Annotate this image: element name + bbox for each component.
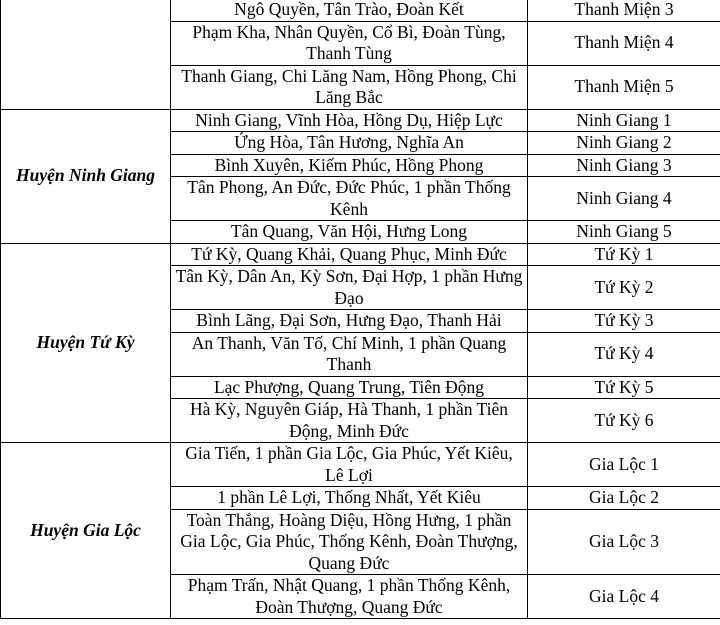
communes-cell: Ứng Hòa, Tân Hương, Nghĩa An — [171, 132, 528, 155]
unit-cell: Ninh Giang 1 — [528, 109, 720, 132]
communes-cell: Bình Xuyên, Kiếm Phúc, Hồng Phong — [171, 154, 528, 177]
communes-cell: Hà Kỳ, Nguyên Giáp, Hà Thanh, 1 phần Tiên Động, Minh Đức — [171, 399, 528, 443]
communes-cell: Phạm Kha, Nhân Quyền, Cổ Bì, Đoàn Tùng, Thanh Tùng — [171, 21, 528, 65]
communes-cell: Phạm Trấn, Nhật Quang, 1 phần Thống Kênh, Đoàn Thượng, Quang Đức — [171, 575, 528, 619]
unit-cell: Ninh Giang 3 — [528, 154, 720, 177]
unit-cell: Ninh Giang 4 — [528, 177, 720, 221]
communes-cell: Tân Kỳ, Dân An, Kỳ Sơn, Đại Hợp, 1 phần Hưng Đạo — [171, 266, 528, 310]
district-cell: Huyện Ninh Giang — [1, 109, 171, 243]
communes-cell: Ninh Giang, Vĩnh Hòa, Hồng Dụ, Hiệp Lực — [171, 109, 528, 132]
unit-cell: Ninh Giang 2 — [528, 132, 720, 155]
unit-cell: Thanh Miện 4 — [528, 21, 720, 65]
unit-cell: Thanh Miện 5 — [528, 65, 720, 109]
unit-cell: Tứ Kỳ 1 — [528, 243, 720, 266]
unit-cell: Gia Lộc 4 — [528, 575, 720, 619]
communes-cell: Thanh Giang, Chi Lăng Nam, Hồng Phong, Chi Lăng Bắc — [171, 65, 528, 109]
unit-cell: Gia Lộc 3 — [528, 509, 720, 575]
unit-cell: Gia Lộc 2 — [528, 487, 720, 510]
unit-cell: Ninh Giang 5 — [528, 221, 720, 244]
unit-cell: Tứ Kỳ 5 — [528, 376, 720, 399]
district-cell — [1, 0, 171, 109]
table-row — [1, 243, 720, 266]
communes-cell: Tân Quang, Văn Hội, Hưng Long — [171, 221, 528, 244]
table-row — [1, 0, 720, 21]
communes-cell: Tứ Kỳ, Quang Khải, Quang Phục, Minh Đức — [171, 243, 528, 266]
communes-cell: Toàn Thắng, Hoàng Diệu, Hồng Hưng, 1 phần Gia Lộc, Gia Phúc, Thống Kênh, Đoàn Thượng, Quang Đức — [171, 509, 528, 575]
unit-cell: Tứ Kỳ 6 — [528, 399, 720, 443]
unit-cell: Thanh Miện 3 — [528, 0, 720, 21]
table-row — [1, 109, 720, 132]
communes-cell: 1 phần Lê Lợi, Thống Nhất, Yết Kiêu — [171, 487, 528, 510]
communes-cell: An Thanh, Văn Tố, Chí Minh, 1 phần Quang Thanh — [171, 332, 528, 376]
table-body — [1, 0, 720, 619]
district-cell: Huyện Gia Lộc — [1, 443, 171, 619]
unit-cell: Tứ Kỳ 4 — [528, 332, 720, 376]
communes-cell: Lạc Phượng, Quang Trung, Tiên Động — [171, 376, 528, 399]
communes-cell: Gia Tiến, 1 phần Gia Lộc, Gia Phúc, Yết Kiêu, Lê Lợi — [171, 443, 528, 487]
table-row — [1, 443, 720, 487]
unit-cell: Tứ Kỳ 2 — [528, 266, 720, 310]
communes-cell: Bình Lãng, Đại Sơn, Hưng Đạo, Thanh Hải — [171, 310, 528, 333]
communes-cell: Ngô Quyền, Tân Trào, Đoàn Kết — [171, 0, 528, 21]
communes-cell: Tân Phong, An Đức, Đức Phúc, 1 phần Thống Kênh — [171, 177, 528, 221]
unit-cell: Gia Lộc 1 — [528, 443, 720, 487]
district-cell: Huyện Tứ Kỳ — [1, 243, 171, 443]
unit-cell: Tứ Kỳ 3 — [528, 310, 720, 333]
